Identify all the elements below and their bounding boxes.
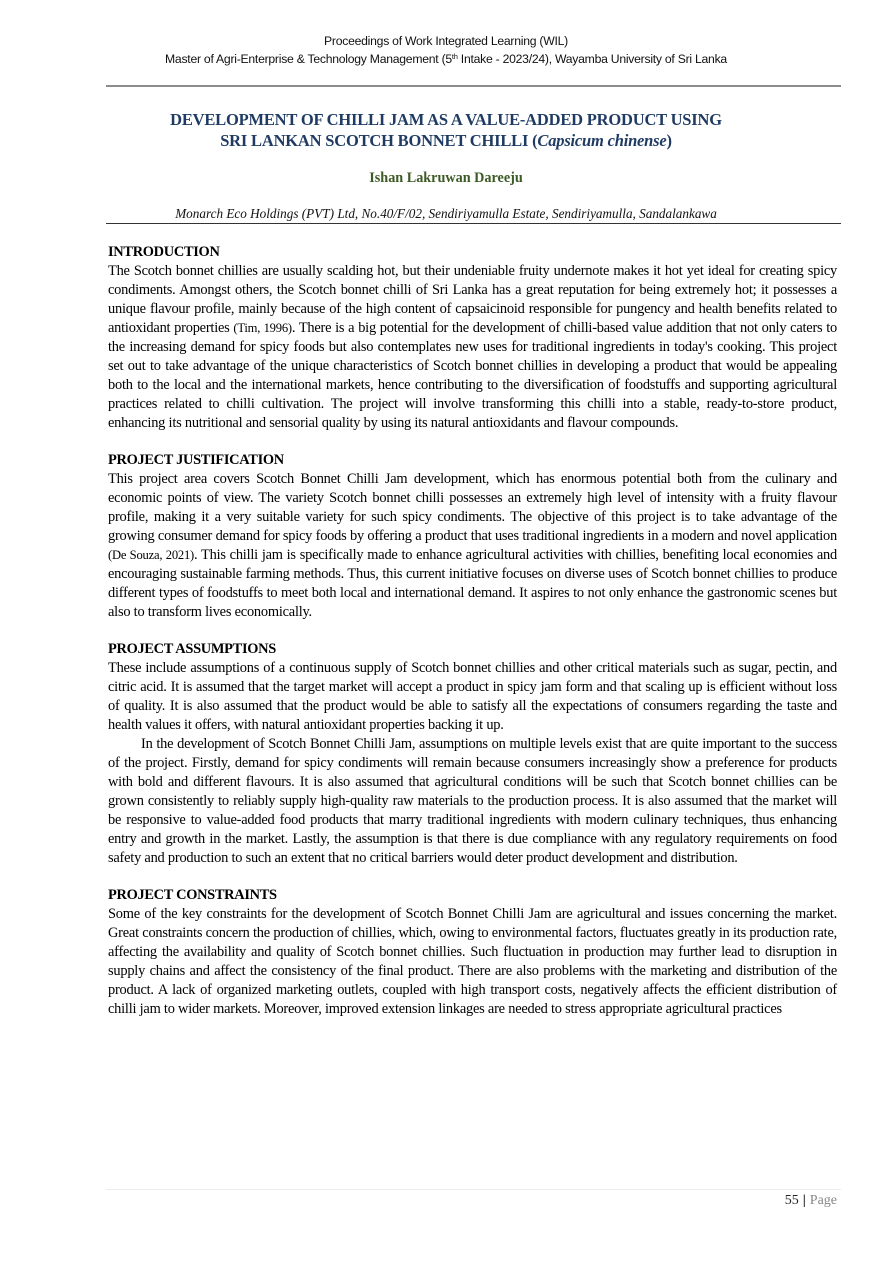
paragraph-text: . There is a big potential for the development of chilli-based value addition that not only caters to the increasing demand for spicy foods but also contemplates new uses for traditional ingredients in today's cooking. This project set out to take advantage of the unique characteristics of Scotch bonnet chillies in developing a product that would be appealing both to the local and the international markets, hence contributing to the diversification of foodstuffs and supporting agricultural practices related to chilli cultivation. The project will involve transforming this chilli into a stable, ready-to-store product, enhancing its nutritional and sensorial quality by using its natural antioxidants and flavour compounds.	[108, 320, 838, 431]
paper-body	[108, 243, 837, 1037]
paragraph-text: The Scotch bonnet chillies are usually scalding hot, but their undeniable fruity undernote makes it hot yet ideal for creating spicy condiments. Amongst others, the Scotch bonnet chilli of Sri Lanka has a great reputation for being extremely hot; it possesses a unique flavour profile, mainly because of the high content of capsaicinoid responsible for pungency and health benefits related to antioxidant properties	[108, 263, 837, 336]
citation: (Tim, 1996)	[233, 321, 292, 335]
section-project-assumptions	[108, 640, 837, 868]
paper-title	[0, 109, 892, 151]
footer-divider	[106, 1189, 841, 1190]
section-project-constraints	[108, 886, 837, 1019]
affiliation-divider	[106, 223, 841, 224]
section-heading: PROJECT ASSUMPTIONS	[108, 641, 276, 657]
author-name: Ishan Lakruwan Dareeju	[369, 170, 523, 186]
title-line-1: DEVELOPMENT OF CHILLI JAM AS A VALUE-ADDED PRODUCT USING	[170, 110, 722, 129]
header-divider	[106, 85, 841, 87]
running-head-line-2	[0, 51, 892, 68]
section-heading: PROJECT JUSTIFICATION	[108, 452, 284, 468]
paragraph-text: . This chilli jam is specifically made to enhance agricultural activities with chillies, benefiting local economies and encouraging sustainable farming methods. Thus, this current initiative focuses on diverse uses of Scotch bonnet chillies to produce different types of foodstuffs to meet both local and international demand. It aspires to not only enhance the gastronomic scenes but also to transform lives economically.	[108, 547, 837, 620]
scientific-name: Capsicum chinense	[537, 131, 667, 150]
running-head-line-1: Proceedings of Work Integrated Learning (WIL)	[324, 34, 568, 48]
page-number	[785, 1193, 837, 1209]
running-head-text: Intake - 2023/24), Wayamba University of Sri Lanka	[457, 52, 727, 66]
paragraph: These include assumptions of a continuous supply of Scotch bonnet chillies and other critical materials such as sugar, pectin, and citric acid. It is assumed that the target market will accept a product in spicy jam form and that scaling up is efficient without loss of quality. It is also assumed that the product would be able to satisfy all the expectations of consumers regarding the taste and health values it offers, with natural antioxidant properties backing it up.	[108, 660, 837, 733]
title-text: SRI LANKAN SCOTCH BONNET CHILLI (	[220, 131, 538, 150]
page-number-value: 55	[784, 1193, 799, 1208]
title-text: )	[666, 131, 672, 150]
page-label: Page	[809, 1193, 837, 1208]
section-heading: INTRODUCTION	[108, 244, 220, 260]
paragraph: Some of the key constraints for the development of Scotch Bonnet Chilli Jam are agricultural and issues concerning the market. Great constraints concern the production of chillies, which, owing to environmental factors, fluctuates greatly in its production rate, affecting the availability and quality of Scotch bonnet chillies. Such fluctuation in production may further lead to disruption in supply chains and affect the consistency of the final product. There are also problems with the marketing and distribution of the product. A lack of organized marketing outlets, coupled with high transport costs, negatively affects the efficient distribution of chilli jam to wider markets. Moreover, improved extension linkages are needed to stress appropriate agricultural practices	[108, 906, 837, 1017]
paragraph	[108, 470, 837, 622]
section-project-justification	[108, 451, 837, 622]
section-introduction	[108, 243, 837, 433]
paragraph: In the development of Scotch Bonnet Chilli Jam, assumptions on multiple levels exist that are quite important to the success of the project. Firstly, demand for spicy condiments will remain because consumers increasingly show a preference for products with bold and different flavours. It is also assumed that agricultural conditions will be such that Scotch bonnet chillies can be grown consistently to reliably supply high-quality raw materials to the production process. It is also assumed that the market will be responsive to value-added food products that marry traditional ingredients with modern culinary techniques, thus enhancing entry and growth in the market. Lastly, the assumption is that there is due compliance with any regulatory requirements on food safety and production to such an extent that no critical barriers would deter product development and distribution.	[108, 736, 837, 866]
author-affiliation: Monarch Eco Holdings (PVT) Ltd, No.40/F/02, Sendiriyamulla Estate, Sendiriyamulla, Sandalankawa	[175, 206, 717, 221]
page-separator: |	[802, 1193, 806, 1208]
paragraph	[108, 262, 837, 433]
section-heading: PROJECT CONSTRAINTS	[108, 887, 277, 903]
ordinal-superscript: th	[451, 52, 458, 61]
title-line-2	[0, 130, 892, 151]
paragraph-text: This project area covers Scotch Bonnet Chilli Jam development, which has enormous potential both from the culinary and economic points of view. The variety Scotch bonnet chilli possesses an extremely high level of intensity with a fruity flavour profile, making it a very suitable variety for such spicy condiments. The objective of this project is to take advantage of the growing consumer demand for spicy foods by offering a product that uses traditional ingredients in a modern and novel application	[108, 471, 837, 544]
citation: (De Souza, 2021)	[108, 548, 195, 562]
running-head-text: Master of Agri-Enterprise & Technology Management (5	[165, 52, 452, 66]
